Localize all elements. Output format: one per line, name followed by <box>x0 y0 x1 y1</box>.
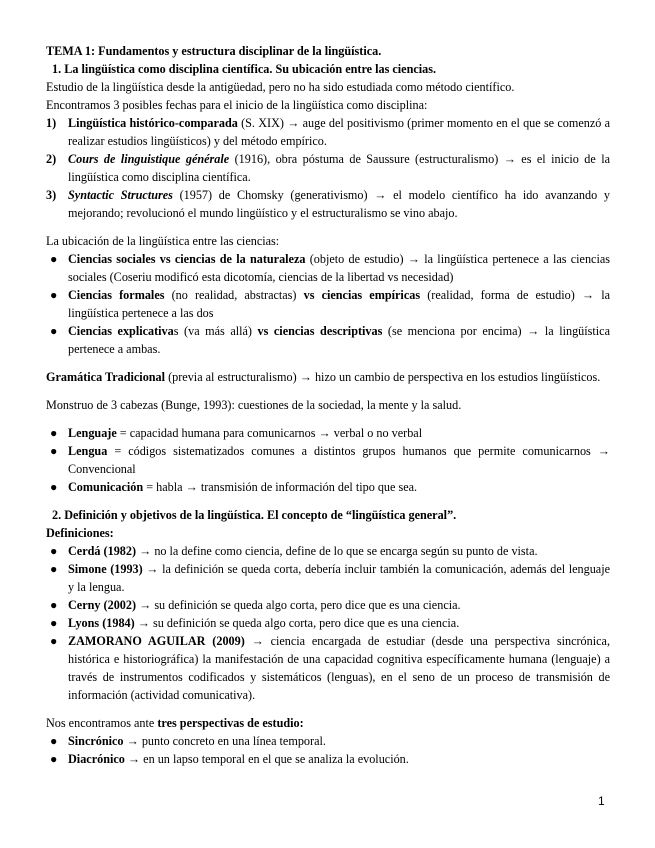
paragraph: Nos encontramos ante tres perspectivas de estudio: <box>46 716 304 730</box>
bullet-icon: ● <box>50 598 58 612</box>
bullet-icon: ● <box>50 252 58 266</box>
list-item: ● Lengua = códigos sistematizados comunes a distintos grupos humanos que permite comunicarnos → Convencional <box>50 444 610 476</box>
list-item: ● Cerny (2002) → su definición se queda algo corta, pero dice que es una ciencia. <box>50 598 461 612</box>
bullet-icon: ● <box>50 544 58 558</box>
list-item: 1) Lingüística histórico-comparada (S. XIX) → auge del positivismo (primer momento en el que se comenzó a realizar estudios lingüísticos) y del método empírico. <box>46 116 610 148</box>
bullet-icon: ● <box>50 324 58 338</box>
list-item: ● Sincrónico → punto concreto en una línea temporal. <box>50 734 326 748</box>
paragraph: Monstruo de 3 cabezas (Bunge, 1993): cuestiones de la sociedad, la mente y la salud. <box>46 398 462 412</box>
paragraph: Encontramos 3 posibles fechas para el inicio de la lingüística como disciplina: <box>46 98 428 112</box>
paragraph: Estudio de la lingüística desde la antigüedad, pero no ha sido estudiada como método científico. <box>46 80 515 94</box>
list-item: ● Ciencias explicativas (va más allá) vs ciencias descriptivas (se menciona por encima) → la lingüística pertenece a ambas. <box>50 324 610 356</box>
doc-title: TEMA 1: Fundamentos y estructura disciplinar de la lingüística. <box>46 44 382 58</box>
section-2-heading: 2. Definición y objetivos de la lingüística. El concepto de “lingüística general”. <box>52 508 457 522</box>
list-item: ● Ciencias formales (no realidad, abstractas) vs ciencias empíricas (realidad, forma de estudio) → la lingüística pertenece a las dos <box>50 288 610 320</box>
list-item: ● Simone (1993) → la definición se queda corta, debería incluir también la comunicación, además del lenguaje y la lengua. <box>50 562 611 594</box>
list-item: ● Ciencias sociales vs ciencias de la naturaleza (objeto de estudio) → la lingüística pertenece a las ciencias sociales (Coseriu modificó esta dicotomía, ciencias de la libertad vs necesidad) <box>50 252 610 284</box>
bullet-icon: ● <box>50 288 58 302</box>
list-item: 2) Cours de linguistique générale (1916), obra póstuma de Saussure (estructuralismo) → es el inicio de la lingüística como disciplina científica. <box>46 152 610 184</box>
list-item: ● Comunicación = habla → transmisión de información del tipo que sea. <box>50 480 418 494</box>
document-page <box>46 42 610 768</box>
section-1-heading: 1. La lingüística como disciplina científica. Su ubicación entre las ciencias. <box>52 62 437 76</box>
paragraph: La ubicación de la lingüística entre las ciencias: <box>46 234 280 248</box>
page-number: 1 <box>598 794 605 808</box>
list-item: ● Diacrónico → en un lapso temporal en el que se analiza la evolución. <box>50 752 409 766</box>
bullet-icon: ● <box>50 444 58 458</box>
bullet-icon: ● <box>50 634 58 648</box>
paragraph: Gramática Tradicional (previa al estructuralismo) → hizo un cambio de perspectiva en los estudios lingüísticos. <box>46 370 601 384</box>
bullet-icon: ● <box>50 616 58 630</box>
list-item: ● Lenguaje = capacidad humana para comunicarnos → verbal o no verbal <box>50 426 423 440</box>
list-item: ● Cerdá (1982) → no la define como ciencia, define de lo que se encarga según su punto de vista. <box>50 544 538 558</box>
list-item: ● ZAMORANO AGUILAR (2009) → ciencia encargada de estudiar (desde una perspectiva sincrónica, histórica e historiográfica) la manifestación de una capacidad cognitiva específicamente humana (lenguaje) a través de instrumentos codificados y sistemáticos (lenguas), en el seno de un proceso de transmisión de información (actividad comunicativa). <box>50 634 610 702</box>
list-item: 3) Syntactic Structures (1957) de Chomsky (generativismo) → el modelo científico ha ido avanzando y mejorando; revolucionó el mundo lingüístico y el estructuralismo se vino abajo. <box>46 188 610 220</box>
bullet-icon: ● <box>50 562 58 576</box>
bullet-icon: ● <box>50 752 58 766</box>
bullet-icon: ● <box>50 734 58 748</box>
bullet-icon: ● <box>50 480 58 494</box>
definitions-label: Definiciones: <box>46 526 114 540</box>
bullet-icon: ● <box>50 426 58 440</box>
list-item: ● Lyons (1984) → su definición se queda algo corta, pero dice que es una ciencia. <box>50 616 460 630</box>
